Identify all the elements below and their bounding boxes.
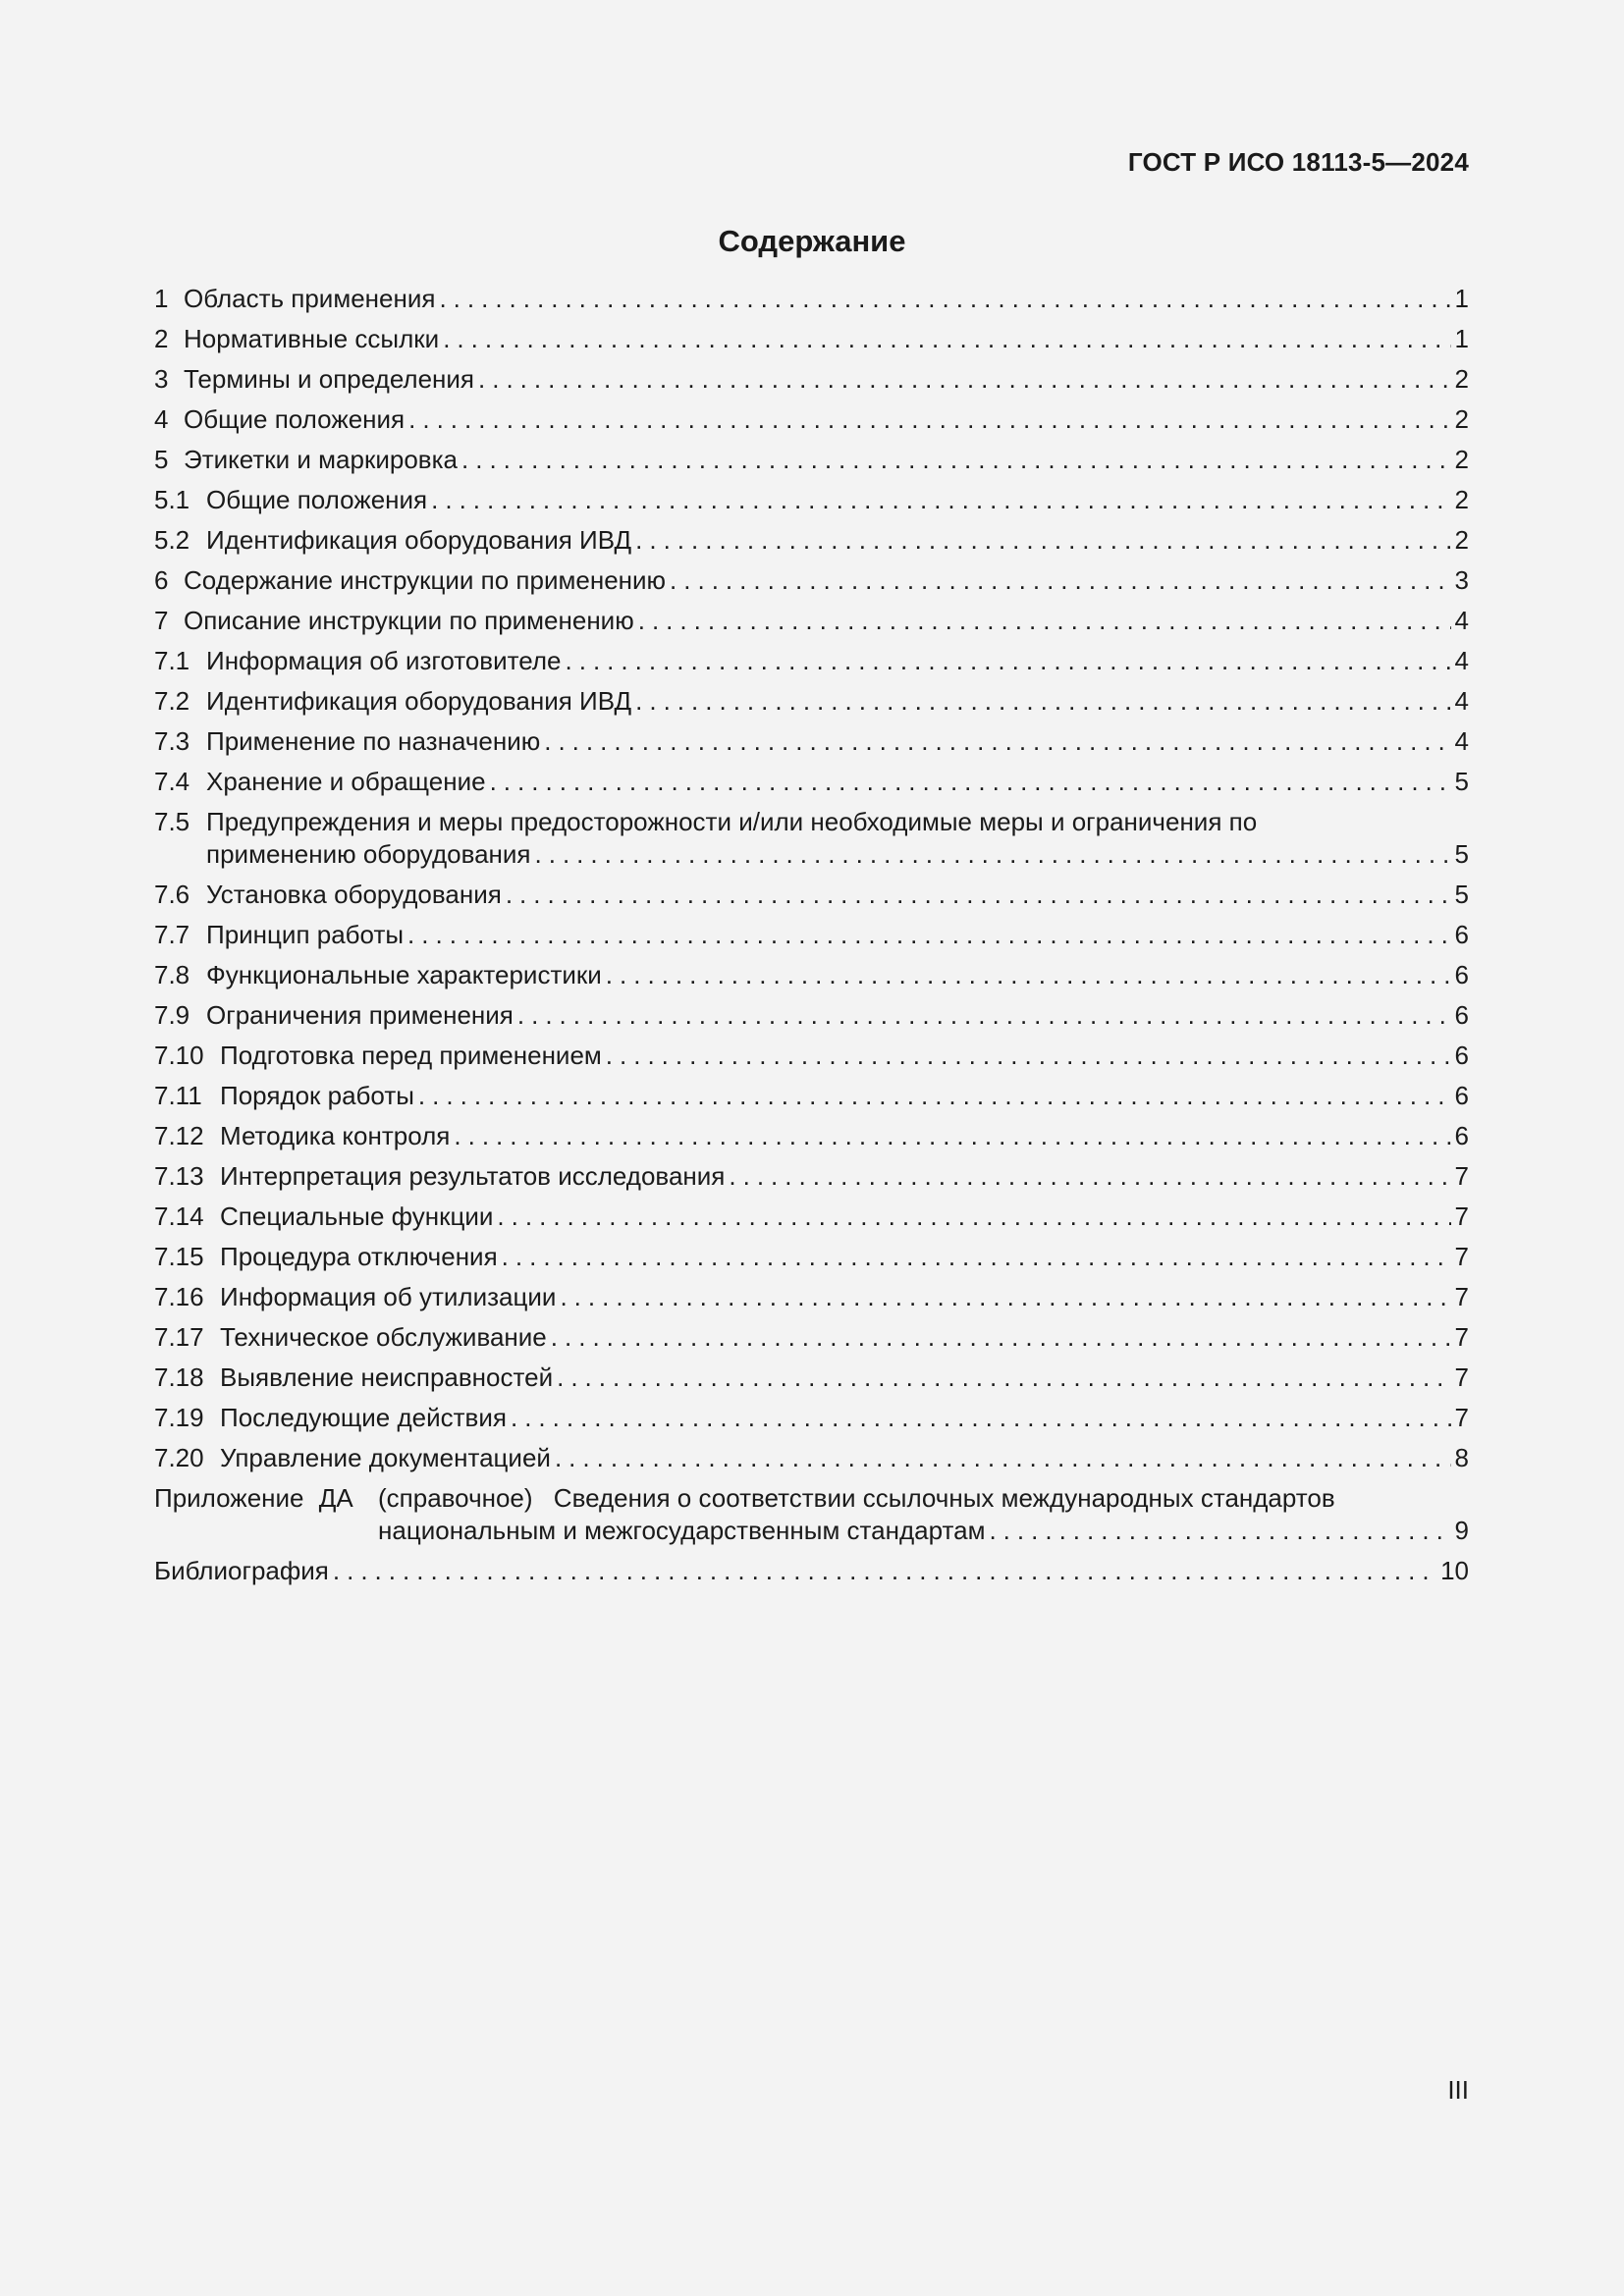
toc-number: 7.14 [154, 1201, 204, 1231]
toc-label: Описание инструкции по применению [184, 606, 634, 635]
toc-label: Порядок работы [220, 1081, 414, 1110]
dot-leader [490, 766, 1451, 798]
toc-label-continued: национальным и межгосударственным стандартам [378, 1516, 986, 1545]
dot-leader [439, 283, 1450, 315]
toc-label: Выявление неисправностей [220, 1362, 554, 1392]
toc-page: 4 [1454, 606, 1469, 635]
toc-number: 5.1 [154, 485, 190, 514]
toc-entry[interactable] [154, 999, 1469, 1032]
toc-number: 7.3 [154, 726, 190, 756]
toc-entry[interactable] [154, 806, 1469, 871]
toc-entry[interactable] [154, 484, 1469, 516]
toc-page: 7 [1454, 1201, 1469, 1231]
dot-leader [557, 1362, 1450, 1394]
toc-label: Термины и определения [184, 364, 475, 394]
toc-label: Библиография [154, 1556, 329, 1585]
toc-label: Подготовка перед применением [220, 1041, 602, 1070]
toc-number: 7.9 [154, 1000, 190, 1030]
toc-page: 5 [1454, 767, 1469, 796]
dot-leader [551, 1321, 1451, 1354]
toc-label: Процедура отключения [220, 1242, 498, 1271]
toc-page: 8 [1454, 1443, 1469, 1472]
toc-number: 1 [154, 284, 169, 313]
toc-page: 2 [1454, 445, 1469, 474]
toc-page: 5 [1454, 839, 1469, 869]
toc-number: 7.20 [154, 1443, 204, 1472]
toc-page: 7 [1454, 1161, 1469, 1191]
toc-entry[interactable] [154, 919, 1469, 951]
toc-label: Ограничения применения [206, 1000, 514, 1030]
toc-label: Содержание инструкции по применению [184, 565, 667, 595]
dot-leader [443, 323, 1450, 355]
toc-number: 7.10 [154, 1041, 204, 1070]
toc-page: 6 [1454, 1081, 1469, 1110]
document-code: ГОСТ Р ИСО 18113-5—2024 [1127, 147, 1469, 177]
toc-number: 7.5 [154, 807, 190, 836]
toc-number: 7.12 [154, 1121, 204, 1150]
toc-entry[interactable] [154, 766, 1469, 798]
toc-label: Общие положения [184, 404, 406, 434]
annex-kind: (справочное) [378, 1483, 533, 1513]
dot-leader [502, 1241, 1451, 1273]
toc-label: Идентификация оборудования ИВД [206, 686, 632, 716]
dot-leader [606, 959, 1451, 991]
dot-leader [478, 363, 1451, 396]
toc-number: 7.4 [154, 767, 190, 796]
dot-leader [454, 1120, 1450, 1152]
toc-entry[interactable] [154, 959, 1469, 991]
annex-prefix: Приложение ДА [154, 1483, 353, 1513]
toc-page: 7 [1454, 1242, 1469, 1271]
toc-number: 7.18 [154, 1362, 204, 1392]
dot-leader [407, 919, 1450, 951]
dot-leader [729, 1160, 1450, 1193]
toc-entry-annex[interactable] [154, 1482, 1469, 1547]
toc-entry[interactable] [154, 283, 1469, 315]
dot-leader [418, 1080, 1451, 1112]
toc-page: 3 [1454, 565, 1469, 595]
toc-entry[interactable] [154, 1120, 1469, 1152]
dot-leader [566, 645, 1451, 677]
toc-page: 6 [1454, 960, 1469, 989]
dot-leader [461, 444, 1451, 476]
toc-number: 7.1 [154, 646, 190, 675]
toc-entry[interactable] [154, 1442, 1469, 1474]
dot-leader [560, 1281, 1450, 1313]
page-title: Содержание [718, 224, 906, 258]
toc-page: 4 [1454, 646, 1469, 675]
toc-number: 7.7 [154, 920, 190, 949]
toc-label: Предупреждения и меры предосторожности и/или необходимые меры и ограничения по [206, 807, 1258, 836]
toc-number: 7.13 [154, 1161, 204, 1191]
toc-entry[interactable] [154, 685, 1469, 718]
dot-leader [497, 1201, 1450, 1233]
toc-label-continued: применению оборудования [206, 839, 531, 869]
toc-label: Принцип работы [206, 920, 405, 949]
toc-entry[interactable] [154, 1201, 1469, 1233]
toc-entry[interactable] [154, 403, 1469, 436]
dot-leader [635, 524, 1450, 557]
toc-label: Интерпретация результатов исследования [220, 1161, 726, 1191]
toc-number: 2 [154, 324, 169, 353]
toc-label: Применение по назначению [206, 726, 541, 756]
dot-leader [431, 484, 1450, 516]
toc-number: 4 [154, 404, 169, 434]
toc-entry-bibliography[interactable] [154, 1555, 1469, 1587]
toc-entry[interactable] [154, 1402, 1469, 1434]
toc-label: Нормативные ссылки [184, 324, 440, 353]
toc-number: 7.17 [154, 1322, 204, 1352]
toc-number: 7.8 [154, 960, 190, 989]
dot-leader [408, 403, 1450, 436]
toc-page: 1 [1454, 284, 1469, 313]
toc-page: 2 [1454, 485, 1469, 514]
toc-entry[interactable] [154, 1040, 1469, 1072]
toc-entry[interactable] [154, 564, 1469, 597]
toc-entry[interactable] [154, 605, 1469, 637]
dot-leader [517, 999, 1451, 1032]
toc-label: Этикетки и маркировка [184, 445, 458, 474]
toc-label: Техническое обслуживание [220, 1322, 547, 1352]
toc-label: Информация об утилизации [220, 1282, 557, 1311]
dot-leader [670, 564, 1451, 597]
toc-page: 6 [1454, 1041, 1469, 1070]
dot-leader [606, 1040, 1451, 1072]
toc-page: 4 [1454, 726, 1469, 756]
toc-label: Методика контроля [220, 1121, 451, 1150]
toc-entry[interactable] [154, 1321, 1469, 1354]
toc-page: 2 [1454, 404, 1469, 434]
toc-page: 4 [1454, 686, 1469, 716]
toc-number: 6 [154, 565, 169, 595]
toc-label: Сведения о соответствии ссылочных международных стандартов [553, 1483, 1335, 1513]
toc-number: 7.19 [154, 1403, 204, 1432]
toc-entry[interactable] [154, 725, 1469, 758]
toc-number: 7.2 [154, 686, 190, 716]
toc-entry[interactable] [154, 524, 1469, 557]
toc-page: 7 [1454, 1362, 1469, 1392]
toc-label: Идентификация оборудования ИВД [206, 525, 632, 555]
toc-entry[interactable] [154, 444, 1469, 476]
dot-leader [544, 725, 1450, 758]
toc-page: 2 [1454, 525, 1469, 555]
toc-page: 9 [1454, 1516, 1469, 1545]
toc-number: 5.2 [154, 525, 190, 555]
toc-number: 7.6 [154, 880, 190, 909]
toc-label: Управление документацией [220, 1443, 551, 1472]
toc-number: 7.16 [154, 1282, 204, 1311]
toc-label: Функциональные характеристики [206, 960, 602, 989]
toc-label: Хранение и обращение [206, 767, 486, 796]
toc-label: Область применения [184, 284, 436, 313]
dot-leader [333, 1555, 1436, 1587]
toc-number: 7.11 [154, 1081, 202, 1110]
dot-leader [638, 605, 1451, 637]
toc-label: Последующие действия [220, 1403, 507, 1432]
dot-leader [535, 838, 1451, 871]
toc-number: 5 [154, 445, 169, 474]
toc-page: 7 [1454, 1282, 1469, 1311]
toc-entry[interactable] [154, 323, 1469, 355]
toc-entry[interactable] [154, 1281, 1469, 1313]
toc-entry[interactable] [154, 645, 1469, 677]
toc-page: 6 [1454, 920, 1469, 949]
toc-entry[interactable] [154, 1080, 1469, 1112]
toc-entry[interactable] [154, 879, 1469, 911]
toc-page: 2 [1454, 364, 1469, 394]
dot-leader [511, 1402, 1451, 1434]
toc-page: 7 [1454, 1403, 1469, 1432]
toc-page: 5 [1454, 880, 1469, 909]
toc-page: 6 [1454, 1121, 1469, 1150]
toc-page: 10 [1440, 1556, 1469, 1585]
toc-label: Специальные функции [220, 1201, 494, 1231]
dot-leader [635, 685, 1450, 718]
toc-entry[interactable] [154, 1160, 1469, 1193]
page-number: III [1447, 2075, 1469, 2105]
toc-entry[interactable] [154, 1362, 1469, 1394]
toc-label: Общие положения [206, 485, 428, 514]
toc-number: 7.15 [154, 1242, 204, 1271]
toc-page: 7 [1454, 1322, 1469, 1352]
toc-page: 6 [1454, 1000, 1469, 1030]
dot-leader [989, 1515, 1450, 1547]
dot-leader [506, 879, 1451, 911]
toc-number: 3 [154, 364, 169, 394]
toc-entry[interactable] [154, 1241, 1469, 1273]
toc-label: Информация об изготовителе [206, 646, 562, 675]
toc-number: 7 [154, 606, 169, 635]
toc-label: Установка оборудования [206, 880, 502, 909]
toc-entry[interactable] [154, 363, 1469, 396]
table-of-contents [154, 283, 1469, 1595]
toc-page: 1 [1454, 324, 1469, 353]
dot-leader [555, 1442, 1451, 1474]
